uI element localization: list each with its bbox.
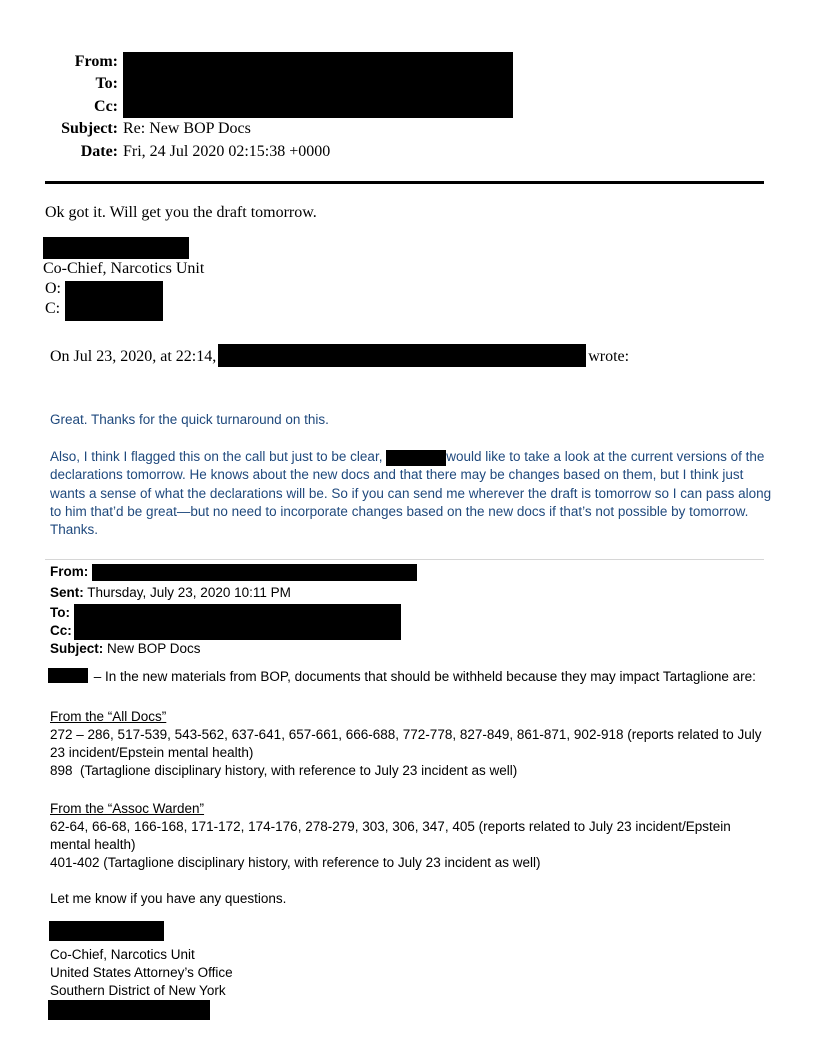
date-label: Date: <box>80 142 118 160</box>
text-line: Co-Chief, Narcotics Unit <box>50 947 195 962</box>
to-label: To: <box>95 75 118 93</box>
quoted-from-row <box>50 563 417 581</box>
top-signature-block <box>43 237 204 319</box>
text-line: 62-64, 66-68, 166-168, 171-172, 174-176, 278-279, 303, 306, 347, 405 (reports related to July 23 incident/Epstein <box>50 819 731 834</box>
all-docs-lines <box>50 726 762 780</box>
all-docs-section <box>50 708 762 780</box>
quoted-sent-label: Sent: <box>50 585 84 600</box>
header-row-date <box>45 141 765 163</box>
reply-line <box>50 448 771 466</box>
quoted-email-divider <box>45 559 764 560</box>
text-line: 898 (Tartaglione disciplinary history, with reference to July 23 incident as well) <box>50 763 518 778</box>
redaction-bar-signer-name <box>43 237 189 259</box>
redaction-bar-quoted-from <box>92 564 417 581</box>
assoc-warden-lines <box>50 818 762 872</box>
quoted-signature-block <box>50 921 762 1020</box>
text-line: Southern District of New York <box>50 983 226 998</box>
attribution-pre: On Jul 23, 2020, at 22:14, <box>50 348 217 365</box>
top-message-body: Ok got it. Will get you the draft tomorrow. <box>45 204 317 221</box>
reply-line: wants a sense of what the declarations will be. So if you can send me wherever the draft is tomorrow so I can pass along <box>50 485 772 501</box>
all-docs-heading: From the “All Docs” <box>50 709 167 724</box>
redaction-bar-person-name <box>386 450 446 466</box>
quote-attribution-line <box>50 345 629 369</box>
reply-line: to him that’d be great—but no need to incorporate changes based on the new docs if that’s not possible by tomorrow. <box>50 504 749 520</box>
date-value: Fri, 24 Jul 2020 02:15:38 +0000 <box>123 142 331 160</box>
text-line: 23 incident/Epstein mental health) <box>50 745 254 760</box>
closing-line: Let me know if you have any questions. <box>50 891 287 906</box>
subject-label: Subject: <box>61 120 118 138</box>
quoted-from-label: From: <box>50 564 89 579</box>
redaction-bar-sender-name <box>218 344 586 367</box>
quoted-signature-lines <box>50 946 762 1000</box>
text-line: 272 – 286, 517-539, 543-562, 637-641, 657-661, 666-688, 772-778, 827-849, 861-871, 902-918 (reports related to July <box>50 727 762 742</box>
redaction-bar-quoted-phone <box>48 1000 210 1020</box>
cell-phone-label: C: <box>45 300 61 317</box>
quoted-tocc-rows <box>50 604 417 640</box>
header-divider-rule <box>45 181 764 184</box>
reply-line: Great. Thanks for the quick turnaround on this. <box>50 412 329 427</box>
reply-line: Thanks. <box>50 522 99 538</box>
quoted-subject-row <box>50 640 417 658</box>
office-phone-label: O: <box>45 280 61 297</box>
text-line: 401-402 (Tartaglione disciplinary history, with reference to July 23 incident as well) <box>50 855 541 870</box>
header-row-subject <box>45 118 765 140</box>
reply-line: declarations tomorrow. He knows about the new docs and that there may be changes based on them, but I think just <box>50 467 744 483</box>
quoted-sent-value: Thursday, July 23, 2020 10:11 PM <box>83 585 291 600</box>
intro-line <box>50 668 762 686</box>
attribution-post: wrote: <box>588 348 630 365</box>
assoc-warden-section <box>50 800 762 872</box>
quoted-subject-label: Subject: <box>50 641 104 656</box>
redaction-bar-addressee-name <box>48 668 88 683</box>
redaction-bar-quoted-signer-name <box>49 921 164 941</box>
quoted-subject-value: New BOP Docs <box>103 641 201 656</box>
email-header <box>45 51 765 163</box>
quoted-sent-row <box>50 584 417 602</box>
quoted-to-label: To: <box>50 605 70 620</box>
intro-text: – In the new materials from BOP, documents that should be withheld because they may impact Tartaglione are: <box>93 669 756 684</box>
quoted-email-body <box>50 668 762 1020</box>
redaction-bar-quoted-recipients <box>74 604 401 640</box>
text-line: United States Attorney’s Office <box>50 965 233 980</box>
signature-title: Co-Chief, Narcotics Unit <box>43 260 205 277</box>
from-label: From: <box>74 53 118 70</box>
assoc-warden-heading: From the “Assoc Warden” <box>50 801 205 816</box>
redaction-bar-phone-numbers <box>65 281 163 321</box>
signature-phones <box>45 279 204 319</box>
reply-text: Also, I think I flagged this on the call but just to be clear, <box>50 448 387 464</box>
text-line: mental health) <box>50 837 136 852</box>
reply-message <box>50 411 771 540</box>
reply-text: would like to take a look at the current versions of the <box>446 448 765 464</box>
quoted-email-header <box>50 563 417 658</box>
subject-value: Re: New BOP Docs <box>123 120 251 138</box>
blank-line <box>50 429 771 447</box>
cc-label: Cc: <box>94 97 118 115</box>
quoted-cc-label: Cc: <box>50 623 72 638</box>
redaction-bar-header-addresses <box>123 52 513 118</box>
